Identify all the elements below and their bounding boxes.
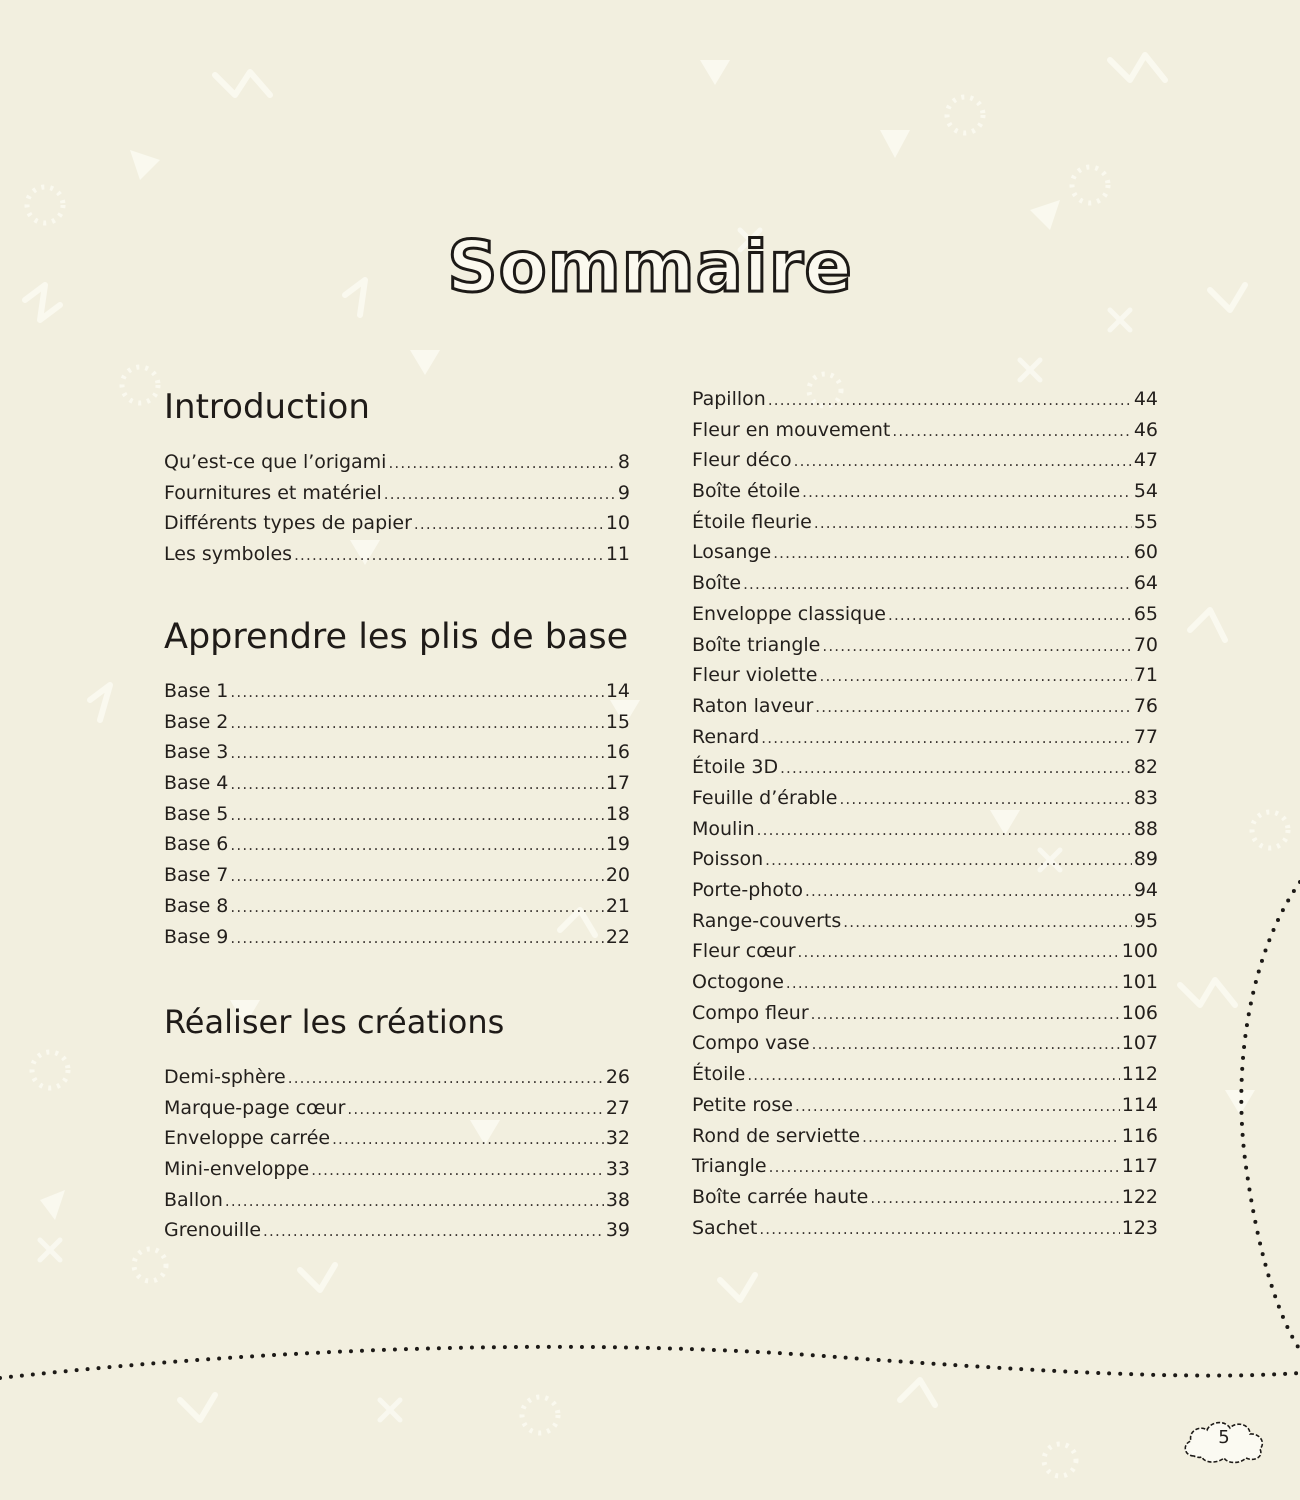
toc-entry[interactable] bbox=[692, 1182, 1158, 1213]
toc-entry[interactable] bbox=[164, 478, 630, 509]
entry-page: 14 bbox=[605, 680, 630, 702]
dot-leader bbox=[870, 1183, 1119, 1214]
entry-label: Papillon bbox=[692, 388, 766, 410]
entry-label: Compo fleur bbox=[692, 1001, 809, 1024]
entry-label: Étoile bbox=[692, 1063, 746, 1086]
entry-label: Base 5 bbox=[164, 802, 229, 825]
dot-leader bbox=[230, 830, 603, 861]
toc-entry[interactable] bbox=[692, 1059, 1158, 1090]
dot-leader bbox=[802, 477, 1132, 508]
dot-leader bbox=[794, 446, 1132, 477]
toc-entry[interactable] bbox=[164, 1062, 630, 1093]
toc-entry[interactable] bbox=[164, 1215, 630, 1246]
toc-entry[interactable] bbox=[164, 508, 630, 539]
entry-page: 76 bbox=[1133, 694, 1158, 717]
entry-page: 10 bbox=[605, 512, 630, 535]
toc-entry[interactable] bbox=[164, 922, 630, 953]
dot-leader bbox=[311, 1155, 604, 1186]
entry-label: Base 1 bbox=[164, 680, 229, 702]
entry-page: 17 bbox=[605, 772, 630, 795]
entry-page: 112 bbox=[1121, 1063, 1158, 1086]
entry-page: 101 bbox=[1121, 971, 1158, 994]
entry-page: 123 bbox=[1121, 1216, 1158, 1239]
dot-leader bbox=[795, 1091, 1120, 1122]
entry-page: 114 bbox=[1121, 1093, 1158, 1116]
toc-entry[interactable] bbox=[692, 476, 1158, 507]
toc-entry[interactable] bbox=[692, 445, 1158, 476]
toc-entry[interactable] bbox=[164, 799, 630, 830]
dot-leader bbox=[230, 923, 603, 954]
entry-label: Fleur en mouvement bbox=[692, 418, 891, 441]
dot-leader bbox=[888, 600, 1132, 631]
entry-label: Feuille d’érable bbox=[692, 786, 838, 809]
entry-label: Octogone bbox=[692, 971, 784, 994]
entry-page: 15 bbox=[605, 710, 630, 733]
entry-label: Sachet bbox=[692, 1216, 758, 1239]
section-entries bbox=[164, 676, 630, 952]
section-heading: Apprendre les plis de base bbox=[164, 617, 629, 657]
toc-entry[interactable] bbox=[164, 829, 630, 860]
toc-entry[interactable] bbox=[164, 707, 630, 738]
dot-leader bbox=[294, 540, 604, 571]
dot-leader bbox=[230, 677, 603, 708]
entry-page: 71 bbox=[1133, 664, 1158, 687]
entry-label: Fleur violette bbox=[692, 664, 818, 687]
toc-entry[interactable] bbox=[692, 844, 1158, 875]
entry-page: 117 bbox=[1121, 1155, 1158, 1178]
dot-leader bbox=[230, 800, 603, 831]
toc-entry[interactable] bbox=[692, 1213, 1158, 1244]
dot-leader bbox=[811, 999, 1120, 1030]
dot-leader bbox=[812, 1029, 1120, 1060]
entry-page: 32 bbox=[605, 1127, 630, 1150]
toc-entry[interactable] bbox=[692, 875, 1158, 906]
entry-label: Moulin bbox=[692, 817, 755, 840]
dot-leader bbox=[263, 1216, 604, 1247]
entry-page: 27 bbox=[605, 1096, 630, 1119]
dot-leader bbox=[814, 508, 1132, 539]
entry-label: Boîte carrée haute bbox=[692, 1185, 869, 1208]
dot-leader bbox=[822, 631, 1131, 662]
toc-entry[interactable] bbox=[164, 447, 630, 478]
entry-label: Triangle bbox=[692, 1155, 767, 1178]
entry-page: 60 bbox=[1133, 541, 1158, 564]
page-title: Sommaire bbox=[447, 226, 853, 308]
entry-label: Base 2 bbox=[164, 710, 229, 733]
entry-page: 47 bbox=[1133, 449, 1158, 472]
dot-leader bbox=[839, 784, 1131, 815]
toc-entry[interactable] bbox=[692, 507, 1158, 538]
entry-page: 19 bbox=[605, 833, 630, 856]
dot-leader bbox=[843, 907, 1132, 938]
dot-leader bbox=[815, 692, 1132, 723]
toc-entry[interactable] bbox=[692, 783, 1158, 814]
entry-page: 95 bbox=[1133, 909, 1158, 932]
entry-label: Ballon bbox=[164, 1188, 223, 1211]
dot-leader bbox=[761, 723, 1132, 754]
entry-page: 106 bbox=[1121, 1001, 1158, 1024]
entry-label: Poisson bbox=[692, 848, 764, 871]
dot-leader bbox=[230, 708, 603, 739]
toc-entry[interactable] bbox=[164, 737, 630, 768]
toc-right-column bbox=[692, 384, 1158, 1243]
toc-entry[interactable] bbox=[692, 1121, 1158, 1152]
entry-page: 83 bbox=[1133, 786, 1158, 809]
toc-entry[interactable] bbox=[692, 660, 1158, 691]
entry-page: 9 bbox=[617, 481, 630, 504]
section-apprendre-les-plis-de-base bbox=[164, 616, 630, 952]
dot-leader bbox=[384, 479, 616, 510]
entry-label: Base 4 bbox=[164, 772, 229, 795]
dot-leader bbox=[862, 1122, 1120, 1153]
entry-page: 8 bbox=[617, 451, 630, 473]
dot-leader bbox=[757, 815, 1132, 846]
dot-leader bbox=[773, 538, 1132, 569]
toc-entry[interactable] bbox=[164, 891, 630, 922]
toc-entry[interactable] bbox=[692, 537, 1158, 568]
dot-leader bbox=[332, 1124, 604, 1155]
page-number: 5 bbox=[1218, 1427, 1230, 1448]
toc-entry[interactable] bbox=[692, 722, 1158, 753]
entry-page: 107 bbox=[1121, 1032, 1158, 1055]
dot-leader bbox=[414, 509, 604, 540]
toc-entry[interactable] bbox=[164, 1093, 630, 1124]
dot-leader bbox=[230, 861, 603, 892]
entry-label: Compo vase bbox=[692, 1032, 810, 1055]
toc-entry[interactable] bbox=[164, 860, 630, 891]
entry-page: 88 bbox=[1133, 817, 1158, 840]
entry-page: 100 bbox=[1121, 940, 1158, 963]
entry-page: 39 bbox=[605, 1219, 630, 1242]
dot-leader bbox=[892, 416, 1131, 447]
entry-label: Base 7 bbox=[164, 864, 229, 887]
entry-page: 18 bbox=[605, 802, 630, 825]
entry-label: Enveloppe classique bbox=[692, 602, 886, 625]
entry-label: Base 8 bbox=[164, 894, 229, 917]
entry-label: Fleur cœur bbox=[692, 940, 796, 963]
entry-page: 89 bbox=[1133, 848, 1158, 871]
entry-label: Rond de serviette bbox=[692, 1124, 861, 1147]
entry-page: 65 bbox=[1133, 602, 1158, 625]
entry-label: Grenouille bbox=[164, 1219, 262, 1242]
entry-page: 54 bbox=[1133, 480, 1158, 503]
entry-label: Enveloppe carrée bbox=[164, 1127, 331, 1150]
entry-label: Petite rose bbox=[692, 1093, 793, 1116]
entry-label: Raton laveur bbox=[692, 694, 814, 717]
entry-page: 21 bbox=[605, 894, 630, 917]
entry-page: 70 bbox=[1133, 633, 1158, 656]
entry-label: Renard bbox=[692, 725, 760, 748]
dot-leader bbox=[820, 661, 1132, 692]
toc-entry[interactable] bbox=[692, 752, 1158, 783]
toc-entry[interactable] bbox=[692, 814, 1158, 845]
dot-leader bbox=[225, 1186, 604, 1217]
entry-page: 11 bbox=[605, 543, 630, 566]
section-heading: Réaliser les créations bbox=[164, 1003, 505, 1041]
entry-label: Fleur déco bbox=[692, 449, 792, 472]
entry-page: 26 bbox=[605, 1066, 630, 1088]
entry-page: 38 bbox=[605, 1188, 630, 1211]
toc-entry[interactable] bbox=[164, 1154, 630, 1185]
toc-entry[interactable] bbox=[164, 676, 630, 707]
toc-entry[interactable] bbox=[692, 1151, 1158, 1182]
dot-leader bbox=[347, 1094, 603, 1125]
dot-leader bbox=[765, 845, 1132, 876]
toc-entry[interactable] bbox=[692, 415, 1158, 446]
toc-entry[interactable] bbox=[692, 630, 1158, 661]
dot-leader bbox=[388, 448, 615, 479]
dot-leader bbox=[805, 876, 1132, 907]
entry-label: Étoile 3D bbox=[692, 756, 779, 779]
dot-leader bbox=[786, 968, 1120, 999]
toc-entry[interactable] bbox=[692, 691, 1158, 722]
entry-page: 20 bbox=[605, 864, 630, 887]
entry-label: Base 9 bbox=[164, 925, 229, 948]
entry-label: Porte-photo bbox=[692, 879, 804, 901]
section-entries bbox=[164, 1062, 630, 1246]
continued-entries bbox=[692, 384, 1158, 1243]
entry-label: Marque-page cœur bbox=[164, 1096, 346, 1119]
section-entries bbox=[164, 447, 630, 570]
toc-entry[interactable] bbox=[692, 936, 1158, 967]
dot-leader bbox=[230, 892, 603, 923]
section-heading: Introduction bbox=[164, 387, 370, 427]
dot-leader bbox=[780, 753, 1132, 784]
section-realiser-les-creations bbox=[164, 1000, 630, 1246]
entry-label: Les symboles bbox=[164, 543, 293, 566]
toc-entry[interactable] bbox=[692, 599, 1158, 630]
entry-label: Boîte bbox=[692, 572, 742, 595]
entry-label: Boîte étoile bbox=[692, 480, 801, 503]
entry-label: Boîte triangle bbox=[692, 633, 821, 656]
dot-leader bbox=[768, 385, 1132, 416]
entry-page: 94 bbox=[1133, 879, 1158, 901]
entry-page: 116 bbox=[1121, 1124, 1158, 1147]
entry-label: Fournitures et matériel bbox=[164, 481, 382, 504]
toc-entry[interactable] bbox=[692, 568, 1158, 599]
entry-label: Base 6 bbox=[164, 833, 229, 856]
page-number-badge bbox=[1180, 1416, 1268, 1466]
entry-label: Base 3 bbox=[164, 741, 229, 764]
entry-label: Demi-sphère bbox=[164, 1066, 286, 1088]
entry-label: Étoile fleurie bbox=[692, 510, 812, 533]
toc-entry[interactable] bbox=[164, 1123, 630, 1154]
toc-entry[interactable] bbox=[692, 1028, 1158, 1059]
entry-label: Mini-enveloppe bbox=[164, 1158, 310, 1181]
dot-leader bbox=[743, 569, 1132, 600]
entry-page: 22 bbox=[605, 925, 630, 948]
toc-entry[interactable] bbox=[692, 906, 1158, 937]
dot-leader bbox=[759, 1214, 1119, 1245]
entry-page: 16 bbox=[605, 741, 630, 764]
entry-page: 82 bbox=[1133, 756, 1158, 779]
toc-entry[interactable] bbox=[692, 384, 1158, 415]
toc-entry[interactable] bbox=[164, 1185, 630, 1216]
entry-page: 33 bbox=[605, 1158, 630, 1181]
entry-page: 77 bbox=[1133, 725, 1158, 748]
dot-leader bbox=[769, 1152, 1120, 1183]
entry-page: 64 bbox=[1133, 572, 1158, 595]
entry-page: 44 bbox=[1133, 388, 1158, 410]
entry-page: 55 bbox=[1133, 510, 1158, 533]
toc-entry[interactable] bbox=[164, 768, 630, 799]
dot-leader bbox=[747, 1060, 1119, 1091]
dot-leader bbox=[288, 1063, 604, 1094]
entry-label: Losange bbox=[692, 541, 772, 564]
toc-entry[interactable] bbox=[692, 967, 1158, 998]
entry-label: Range-couverts bbox=[692, 909, 842, 932]
toc-entry[interactable] bbox=[164, 539, 630, 570]
section-introduction bbox=[164, 384, 630, 570]
dot-leader bbox=[230, 769, 603, 800]
dot-leader bbox=[230, 738, 603, 769]
entry-page: 122 bbox=[1121, 1185, 1158, 1208]
toc-entry[interactable] bbox=[692, 1090, 1158, 1121]
toc-entry[interactable] bbox=[692, 998, 1158, 1029]
dot-leader bbox=[798, 937, 1120, 968]
entry-label: Différents types de papier bbox=[164, 512, 412, 535]
entry-label: Qu’est-ce que l’origami bbox=[164, 451, 387, 473]
entry-page: 46 bbox=[1133, 418, 1158, 441]
